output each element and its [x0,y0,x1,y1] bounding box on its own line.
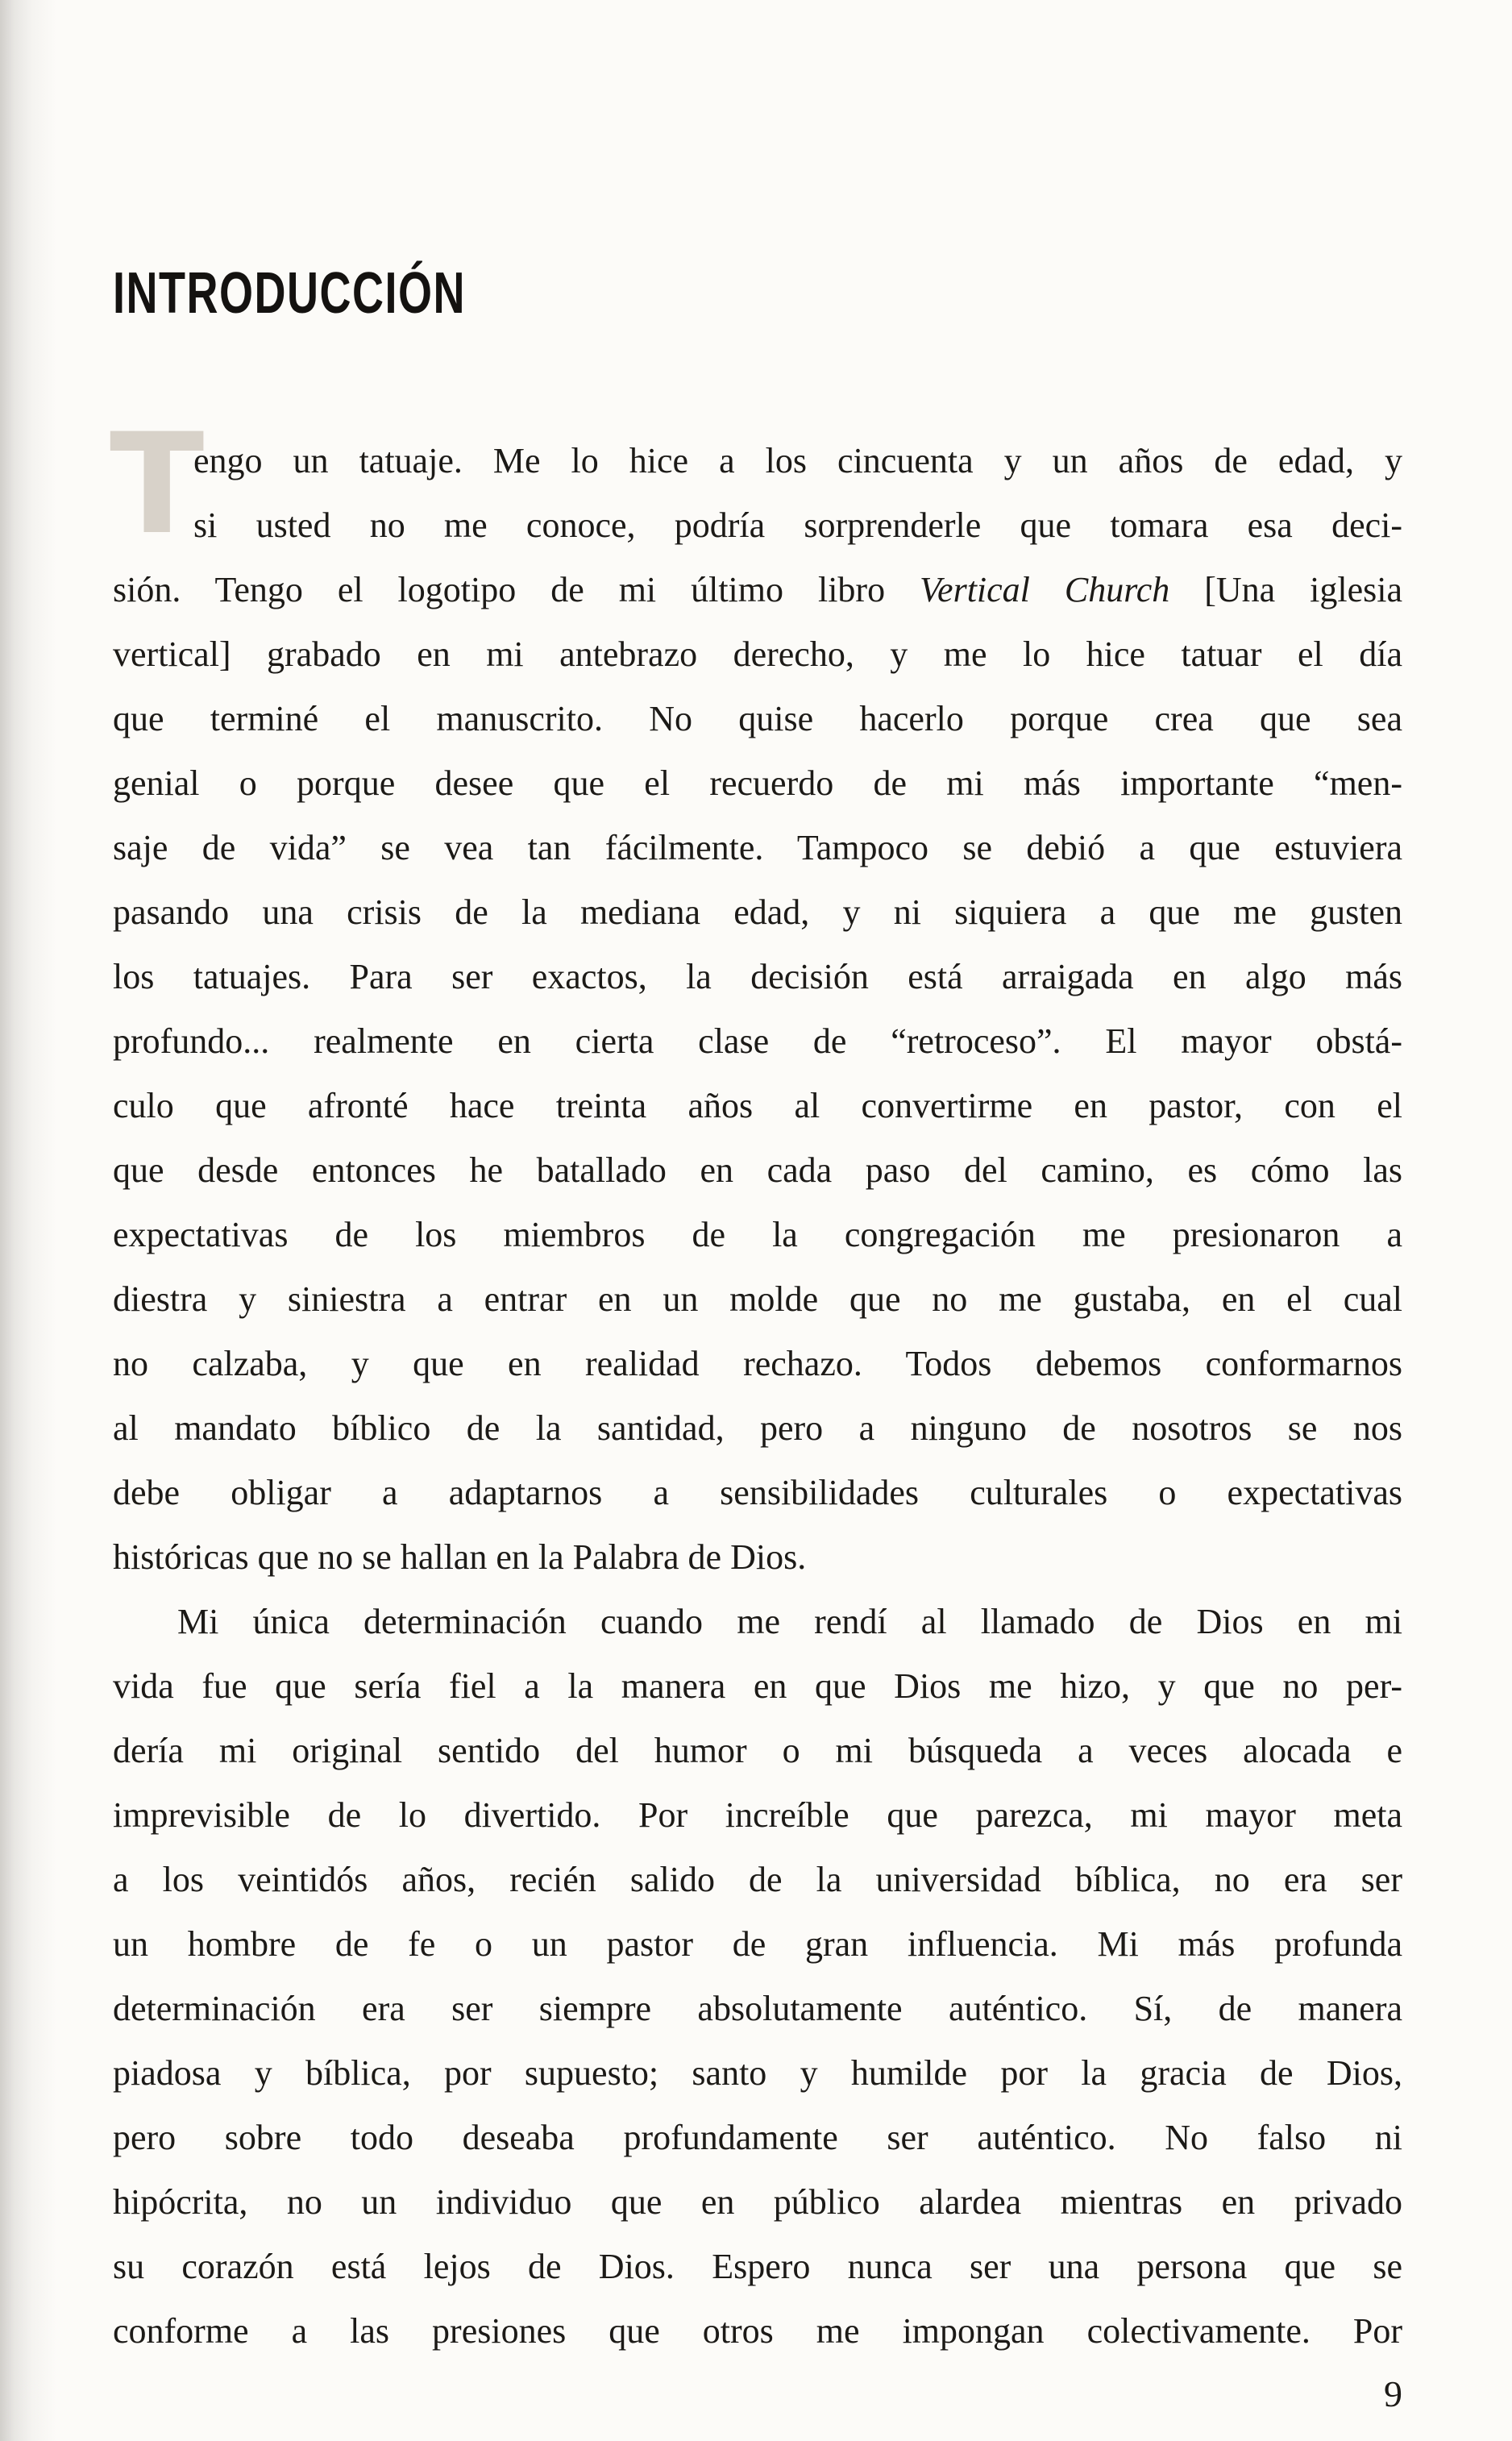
text-line: genial o porque desee que el recuerdo de mi más importante “men- [113,763,1402,803]
text-line: piadosa y bíblica, por supuesto; santo y humilde por la gracia de Dios, [113,2053,1402,2093]
text-line: conforme a las presiones que otros me impongan colectivamente. Por [113,2311,1402,2351]
page-gutter-shadow [0,0,56,2441]
text-line: vertical] grabado en mi antebrazo derecho, y me lo hice tatuar el día [113,634,1402,674]
text-line: que terminé el manuscrito. No quise hacerlo porque crea que sea [113,699,1402,738]
text-line: a los veintidós años, recién salido de la universidad bíblica, no era ser [113,1860,1402,1899]
drop-cap: T [110,403,205,565]
text-line: pasando una crisis de la mediana edad, y ni siquiera a que me gusten [113,892,1402,932]
text-line: profundo... realmente en cierta clase de “retroceso”. El mayor obstá- [113,1021,1402,1061]
chapter-title: INTRODUCCIÓN [113,261,466,326]
paragraph-2 [113,1590,1402,2364]
paragraph-1 [110,403,1402,1590]
text-line: debe obligar a adaptarnos a sensibilidades culturales o expectativas [113,1473,1402,1512]
text-line: hipócrita, no un individuo que en público alardea mientras en privado [113,2182,1402,2222]
paragraph-2-lines [113,1590,1402,2364]
text-line: imprevisible de lo divertido. Por increíble que parezca, mi mayor meta [113,1795,1402,1835]
text-line: saje de vida” se vea tan fácilmente. Tampoco se debió a que estuviera [113,828,1402,867]
text-line: que desde entonces he batallado en cada paso del camino, es cómo las [113,1150,1402,1190]
text-line: Mi única determinación cuando me rendí al llamado de Dios en mi [177,1602,1402,1641]
text-line: engo un tatuaje. Me lo hice a los cincuenta y un años de edad, y [193,441,1402,480]
text-line: pero sobre todo deseaba profundamente ser auténtico. No falso ni [113,2118,1402,2157]
text-line: un hombre de fe o un pastor de gran influencia. Mi más profunda [113,1924,1402,1964]
text-line: no calzaba, y que en realidad rechazo. Todos debemos conformarnos [113,1344,1402,1383]
text-line: históricas que no se hallan en la Palabra de Dios. [113,1537,807,1577]
paragraph-1-lines [113,429,1402,1590]
text-line: los tatuajes. Para ser exactos, la decisión está arraigada en algo más [113,957,1402,996]
text-line: diestra y siniestra a entrar en un molde que no me gustaba, en el cual [113,1279,1402,1319]
text-line: sión. Tengo el logotipo de mi último libro Vertical Church [Una iglesia [113,570,1402,609]
text-line: determinación era ser siempre absolutamente auténtico. Sí, de manera [113,1989,1402,2028]
text-line: su corazón está lejos de Dios. Espero nunca ser una persona que se [113,2247,1402,2286]
text-line: si usted no me conoce, podría sorprenderle que tomara esa deci- [193,505,1402,545]
text-line: dería mi original sentido del humor o mi búsqueda a veces alocada e [113,1731,1402,1770]
text-line: vida fue que sería fiel a la manera en que Dios me hizo, y que no per- [113,1666,1402,1706]
body-text [110,403,1402,2364]
page-number: 9 [1384,2373,1402,2414]
text-line: expectativas de los miembros de la congregación me presionaron a [113,1215,1402,1254]
text-line: culo que afronté hace treinta años al convertirme en pastor, con el [113,1086,1402,1125]
text-line: al mandato bíblico de la santidad, pero a ninguno de nosotros se nos [113,1408,1402,1448]
